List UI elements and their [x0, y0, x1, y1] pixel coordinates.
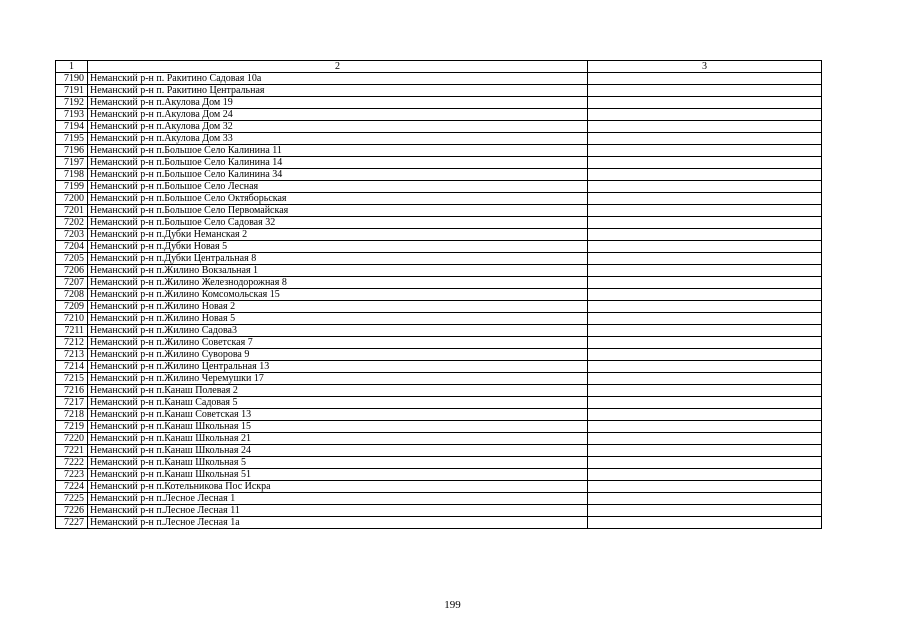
address-cell: Неманский р-н п.Дубки Новая 5 [88, 241, 588, 253]
column-3-cell [588, 385, 822, 397]
column-3-cell [588, 397, 822, 409]
column-3-cell [588, 349, 822, 361]
page-number: 199 [444, 599, 461, 611]
row-number-cell: 7222 [56, 457, 88, 469]
table-row [56, 493, 822, 505]
table-row [56, 121, 822, 133]
column-3-cell [588, 505, 822, 517]
row-number-cell: 7225 [56, 493, 88, 505]
column-3-cell [588, 181, 822, 193]
column-3-cell [588, 217, 822, 229]
column-header-3: 3 [588, 61, 822, 73]
table-row [56, 97, 822, 109]
address-cell: Неманский р-н п.Жилино Центральная 13 [88, 361, 588, 373]
row-number-cell: 7200 [56, 193, 88, 205]
table-row [56, 169, 822, 181]
column-3-cell [588, 361, 822, 373]
address-cell: Неманский р-н п.Лесное Лесная 1 [88, 493, 588, 505]
column-header-1: 1 [56, 61, 88, 73]
column-3-cell [588, 169, 822, 181]
column-3-cell [588, 313, 822, 325]
address-cell: Неманский р-н п.Канаш Полевая 2 [88, 385, 588, 397]
table-row [56, 133, 822, 145]
table-row [56, 361, 822, 373]
row-number-cell: 7226 [56, 505, 88, 517]
row-number-cell: 7197 [56, 157, 88, 169]
address-cell: Неманский р-н п.Жилино Новая 2 [88, 301, 588, 313]
column-3-cell [588, 481, 822, 493]
row-number-cell: 7209 [56, 301, 88, 313]
row-number-cell: 7190 [56, 73, 88, 85]
row-number-cell: 7206 [56, 265, 88, 277]
table-row [56, 313, 822, 325]
column-3-cell [588, 445, 822, 457]
row-number-cell: 7215 [56, 373, 88, 385]
row-number-cell: 7210 [56, 313, 88, 325]
address-cell: Неманский р-н п.Жилино Железнодорожная 8 [88, 277, 588, 289]
address-cell: Неманский р-н п.Канаш Советская 13 [88, 409, 588, 421]
table-row [56, 421, 822, 433]
column-3-cell [588, 241, 822, 253]
address-cell: Неманский р-н п.Канаш Школьная 15 [88, 421, 588, 433]
address-cell: Неманский р-н п. Ракитино Садовая 10а [88, 73, 588, 85]
address-cell: Неманский р-н п.Жилино Новая 5 [88, 313, 588, 325]
address-cell: Неманский р-н п.Акулова Дом 19 [88, 97, 588, 109]
table-row [56, 181, 822, 193]
table-row [56, 193, 822, 205]
address-cell: Неманский р-н п.Большое Село Калинина 11 [88, 145, 588, 157]
address-cell: Неманский р-н п.Жилино Вокзальная 1 [88, 265, 588, 277]
table-row [56, 301, 822, 313]
row-number-cell: 7204 [56, 241, 88, 253]
table-row [56, 457, 822, 469]
column-3-cell [588, 73, 822, 85]
column-3-cell [588, 121, 822, 133]
address-cell: Неманский р-н п.Акулова Дом 33 [88, 133, 588, 145]
table-row [56, 253, 822, 265]
row-number-cell: 7223 [56, 469, 88, 481]
table-row [56, 109, 822, 121]
column-3-cell [588, 325, 822, 337]
address-cell: Неманский р-н п.Канаш Школьная 24 [88, 445, 588, 457]
address-cell: Неманский р-н п.Акулова Дом 24 [88, 109, 588, 121]
table-row [56, 385, 822, 397]
column-3-cell [588, 409, 822, 421]
table-row [56, 349, 822, 361]
row-number-cell: 7208 [56, 289, 88, 301]
address-cell: Неманский р-н п.Канаш Школьная 5 [88, 457, 588, 469]
row-number-cell: 7199 [56, 181, 88, 193]
address-cell: Неманский р-н п.Жилино Советская 7 [88, 337, 588, 349]
row-number-cell: 7195 [56, 133, 88, 145]
table-row [56, 433, 822, 445]
table-row [56, 85, 822, 97]
table-row [56, 241, 822, 253]
row-number-cell: 7216 [56, 385, 88, 397]
column-3-cell [588, 421, 822, 433]
column-3-cell [588, 457, 822, 469]
row-number-cell: 7202 [56, 217, 88, 229]
column-3-cell [588, 253, 822, 265]
row-number-cell: 7198 [56, 169, 88, 181]
column-3-cell [588, 133, 822, 145]
address-cell: Неманский р-н п.Канаш Садовая 5 [88, 397, 588, 409]
address-cell: Неманский р-н п.Лесное Лесная 11 [88, 505, 588, 517]
row-number-cell: 7201 [56, 205, 88, 217]
row-number-cell: 7220 [56, 433, 88, 445]
column-3-cell [588, 373, 822, 385]
column-3-cell [588, 85, 822, 97]
address-cell: Неманский р-н п.Большое Село Первомайская [88, 205, 588, 217]
row-number-cell: 7219 [56, 421, 88, 433]
row-number-cell: 7217 [56, 397, 88, 409]
table-row [56, 289, 822, 301]
table-row [56, 469, 822, 481]
address-table [55, 60, 822, 529]
row-number-cell: 7213 [56, 349, 88, 361]
header-row [56, 61, 822, 73]
column-3-cell [588, 277, 822, 289]
table-body [56, 61, 822, 529]
row-number-cell: 7193 [56, 109, 88, 121]
address-cell: Неманский р-н п.Большое Село Садовая 32 [88, 217, 588, 229]
row-number-cell: 7211 [56, 325, 88, 337]
address-cell: Неманский р-н п.Акулова Дом 32 [88, 121, 588, 133]
address-cell: Неманский р-н п.Большое Село Октяборьская [88, 193, 588, 205]
table-row [56, 73, 822, 85]
column-3-cell [588, 433, 822, 445]
row-number-cell: 7192 [56, 97, 88, 109]
table-row [56, 145, 822, 157]
address-cell: Неманский р-н п.Жилино Комсомольская 15 [88, 289, 588, 301]
table-row [56, 481, 822, 493]
address-cell: Неманский р-н п.Большое Село Калинина 14 [88, 157, 588, 169]
table-row [56, 397, 822, 409]
table-row [56, 409, 822, 421]
table-row [56, 373, 822, 385]
table-row [56, 337, 822, 349]
address-cell: Неманский р-н п.Дубки Неманская 2 [88, 229, 588, 241]
column-3-cell [588, 109, 822, 121]
column-3-cell [588, 157, 822, 169]
column-header-2: 2 [88, 61, 588, 73]
row-number-cell: 7194 [56, 121, 88, 133]
table-row [56, 157, 822, 169]
row-number-cell: 7207 [56, 277, 88, 289]
column-3-cell [588, 193, 822, 205]
address-cell: Неманский р-н п.Жилино Черемушки 17 [88, 373, 588, 385]
table-row [56, 229, 822, 241]
column-3-cell [588, 301, 822, 313]
address-cell: Неманский р-н п.Большое Село Калинина 34 [88, 169, 588, 181]
column-3-cell [588, 229, 822, 241]
row-number-cell: 7191 [56, 85, 88, 97]
row-number-cell: 7218 [56, 409, 88, 421]
row-number-cell: 7203 [56, 229, 88, 241]
column-3-cell [588, 97, 822, 109]
address-cell: Неманский р-н п.Канаш Школьная 21 [88, 433, 588, 445]
column-3-cell [588, 493, 822, 505]
column-3-cell [588, 517, 822, 529]
address-cell: Неманский р-н п.Канаш Школьная 51 [88, 469, 588, 481]
table-row [56, 517, 822, 529]
address-cell: Неманский р-н п.Лесное Лесная 1а [88, 517, 588, 529]
column-3-cell [588, 205, 822, 217]
address-cell: Неманский р-н п. Ракитино Центральная [88, 85, 588, 97]
table-row [56, 325, 822, 337]
table-row [56, 277, 822, 289]
column-3-cell [588, 265, 822, 277]
column-3-cell [588, 289, 822, 301]
address-cell: Неманский р-н п.Дубки Центральная 8 [88, 253, 588, 265]
row-number-cell: 7214 [56, 361, 88, 373]
table-row [56, 445, 822, 457]
table-row [56, 205, 822, 217]
address-cell: Неманский р-н п.Жилино Суворова 9 [88, 349, 588, 361]
table-row [56, 265, 822, 277]
row-number-cell: 7196 [56, 145, 88, 157]
address-cell: Неманский р-н п.Котельникова Пос Искра [88, 481, 588, 493]
row-number-cell: 7205 [56, 253, 88, 265]
address-cell: Неманский р-н п.Большое Село Лесная [88, 181, 588, 193]
table-row [56, 217, 822, 229]
column-3-cell [588, 337, 822, 349]
table-row [56, 505, 822, 517]
address-cell: Неманский р-н п.Жилино Садова3 [88, 325, 588, 337]
row-number-cell: 7212 [56, 337, 88, 349]
row-number-cell: 7221 [56, 445, 88, 457]
row-number-cell: 7227 [56, 517, 88, 529]
column-3-cell [588, 145, 822, 157]
column-3-cell [588, 469, 822, 481]
row-number-cell: 7224 [56, 481, 88, 493]
